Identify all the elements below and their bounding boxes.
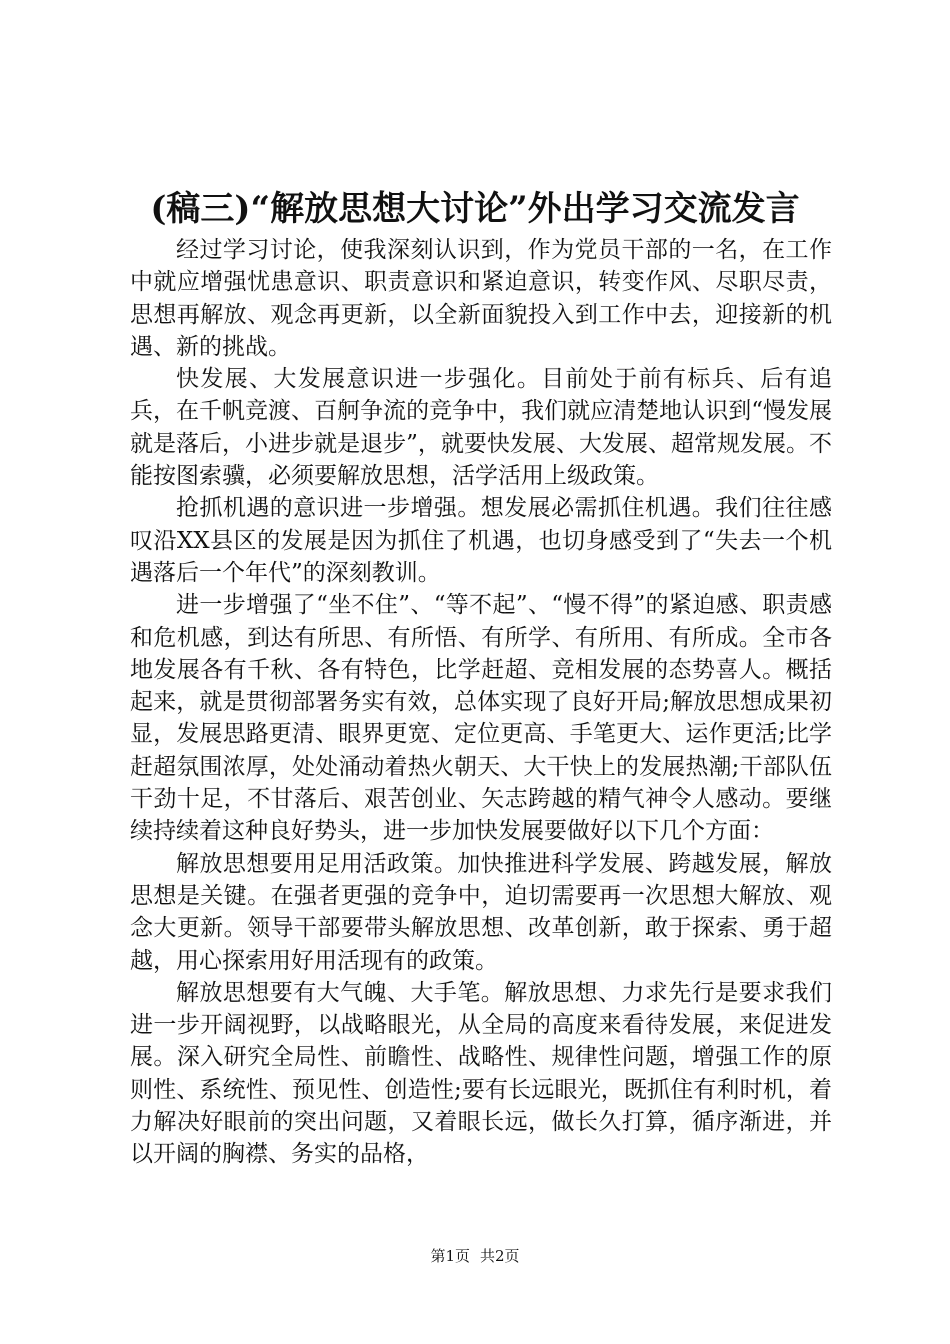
page-footer	[0, 1246, 950, 1266]
paragraph-3: 抢抓机遇的意识进一步增强。想发展必需抓住机遇。我们往往感叹沿XX县区的发展是因为抓住了机遇，也切身感受到了“失去一个机遇落后一个年代”的深刻教训。	[130, 495, 832, 586]
document-title: (稿三)“解放思想大讨论”外出学习交流发言	[150, 189, 800, 229]
page-total: 共2页	[480, 1247, 520, 1265]
paragraph-4: 进一步增强了“坐不住”、“等不起”、“慢不得”的紧迫感、职责感和危机感，到达有所思、有所悟、有所学、有所用、有所成。全市各地发展各有千秋、各有特色，比学赶超、竞相发展的态势喜人。概括起来，就是贯彻部署务实有效，总体实现了良好开局;解放思想成果初显，发展思路更清、眼界更宽、定位更高、手笔更大、运作更活;比学赶超氛围浓厚，处处涌动着热火朝天、大干快上的发展热潮;干部队伍干劲十足，不甘落后、艰苦创业、矢志跨越的精气神令人感动。要继续持续着这种良好势头，进一步加快发展要做好以下几个方面：	[130, 592, 832, 845]
page-number: 第1页	[430, 1247, 470, 1265]
paragraph-5: 解放思想要用足用活政策。加快推进科学发展、跨越发展，解放思想是关键。在强者更强的竞争中，迫切需要再一次思想大解放、观念大更新。领导干部要带头解放思想、改革创新，敢于探索、勇于超越，用心探索用好用活现有的政策。	[130, 850, 832, 974]
document-body	[130, 234, 832, 1171]
paragraph-1: 经过学习讨论，使我深刻认识到，作为党员干部的一名，在工作中就应增强忧患意识、职责意识和紧迫意识，转变作风、尽职尽责，思想再解放、观念再更新，以全新面貌投入到工作中去，迎接新的机遇、新的挑战。	[130, 237, 832, 360]
paragraph-6: 解放思想要有大气魄、大手笔。解放思想、力求先行是要求我们进一步开阔视野，以战略眼光，从全局的高度来看待发展，来促进发展。深入研究全局性、前瞻性、战略性、规律性问题，增强工作的原则性、系统性、预见性、创造性;要有长远眼光，既抓住有利时机，着力解决好眼前的突出问题，又着眼长远，做长久打算，循序渐进，并以开阔的胸襟、务实的品格，	[130, 979, 832, 1168]
paragraph-2: 快发展、大发展意识进一步强化。目前处于前有标兵、后有追兵，在千帆竞渡、百舸争流的竞争中，我们就应清楚地认识到“慢发展就是落后，小进步就是退步”，就要快发展、大发展、超常规发展。不能按图索骥，必须要解放思想，活学活用上级政策。	[130, 366, 832, 490]
